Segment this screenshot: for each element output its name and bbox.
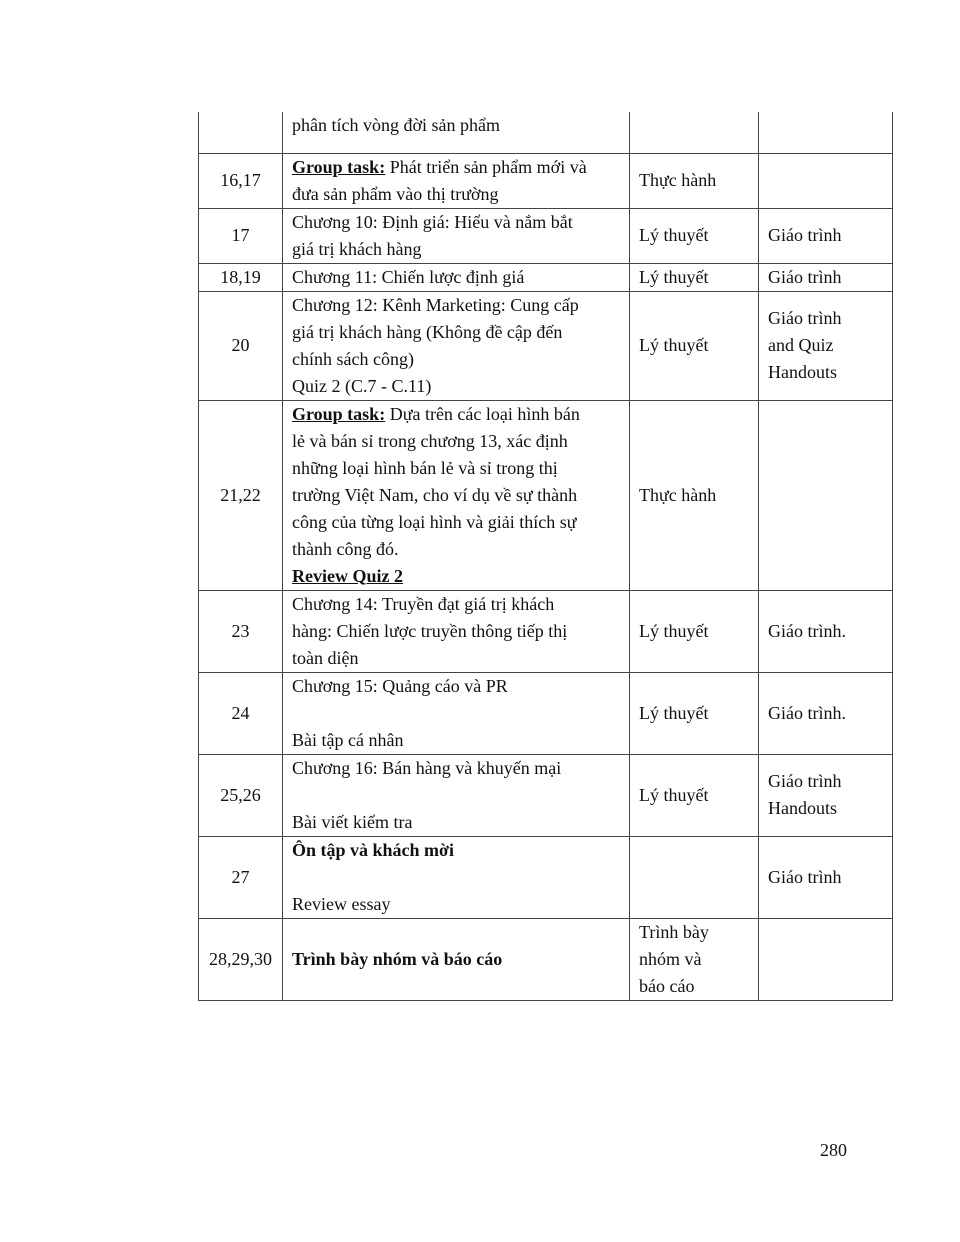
table-row	[199, 208, 893, 263]
content-cell	[283, 672, 630, 754]
table-row	[199, 672, 893, 754]
material-cell	[759, 754, 893, 836]
content-line: giá trị khách hàng (Không đề cập đến	[292, 321, 563, 342]
method-cell	[630, 836, 759, 918]
content-line: Review essay	[292, 893, 391, 914]
content-line: Chương 14: Truyền đạt giá trị khách	[292, 593, 555, 614]
week-cell: 28,29,30	[199, 918, 283, 1000]
material-cell	[759, 400, 893, 590]
week-cell: 16,17	[199, 153, 283, 208]
content-line: Chương 12: Kênh Marketing: Cung cấp	[292, 294, 579, 315]
content-line: Chương 15: Quảng cáo và PR	[292, 675, 508, 696]
content-cell	[283, 590, 630, 672]
content-line: Chương 16: Bán hàng và khuyến mại	[292, 757, 562, 778]
content-cell	[283, 754, 630, 836]
method-cell: Lý thuyết	[630, 291, 759, 400]
week-cell: 27	[199, 836, 283, 918]
content-line: phân tích vòng đời sản phẩm	[292, 115, 500, 135]
content-line: lẻ và bán sỉ trong chương 13, xác định	[292, 430, 568, 451]
content-cell	[283, 112, 630, 153]
content-cell	[283, 918, 630, 1000]
method-cell: Thực hành	[630, 153, 759, 208]
week-cell: 24	[199, 672, 283, 754]
content-line: những loại hình bán lẻ và sỉ trong thị	[292, 457, 558, 478]
week-cell: 21,22	[199, 400, 283, 590]
content-cell	[283, 291, 630, 400]
content-cell	[283, 263, 630, 291]
method-line: báo cáo	[639, 975, 695, 996]
method-cell: Lý thuyết	[630, 672, 759, 754]
material-cell	[759, 590, 893, 672]
method-cell: Lý thuyết	[630, 208, 759, 263]
content-line: trường Việt Nam, cho ví dụ về sự thành	[292, 484, 578, 505]
content-cell	[283, 208, 630, 263]
material-line: Handouts	[768, 362, 837, 382]
content-line: Chương 10: Định giá: Hiểu và nắm bắt	[292, 211, 573, 232]
table-row	[199, 263, 893, 291]
table-row	[199, 112, 893, 153]
content-line: Bài tập cá nhân	[292, 729, 404, 750]
content-line: thành công đó.	[292, 538, 399, 559]
group-task-label: Group task:	[292, 403, 386, 424]
page-number: 280	[820, 1140, 847, 1160]
material-cell	[759, 112, 893, 153]
table-row	[199, 836, 893, 918]
table-row	[199, 291, 893, 400]
week-cell: 18,19	[199, 263, 283, 291]
material-line: and Quiz	[768, 335, 834, 355]
content-line: Quiz 2 (C.7 - C.11)	[292, 375, 432, 396]
material-line: Giáo trình	[768, 771, 842, 791]
material-cell	[759, 836, 893, 918]
material-cell	[759, 291, 893, 400]
table-row	[199, 754, 893, 836]
material-cell	[759, 918, 893, 1000]
week-cell	[199, 112, 283, 153]
material-line: Giáo trình	[768, 266, 842, 287]
material-line: Giáo trình	[768, 308, 842, 328]
content-line: Phát triển sản phẩm mới và	[385, 156, 587, 177]
content-line: Chương 11: Chiến lược định giá	[292, 266, 525, 287]
content-line: chính sách công)	[292, 348, 414, 369]
week-cell: 25,26	[199, 754, 283, 836]
week-cell: 17	[199, 208, 283, 263]
material-line: Handouts	[768, 798, 837, 818]
schedule-table	[198, 112, 893, 1001]
section-title: Ôn tập và khách mời	[292, 839, 454, 860]
content-line: toàn diện	[292, 647, 359, 668]
material-line: Giáo trình.	[768, 702, 846, 723]
week-cell: 23	[199, 590, 283, 672]
material-cell	[759, 263, 893, 291]
material-cell	[759, 672, 893, 754]
method-cell	[630, 112, 759, 153]
material-line: Giáo trình	[768, 866, 842, 887]
table-row	[199, 400, 893, 590]
content-cell	[283, 400, 630, 590]
material-cell	[759, 208, 893, 263]
week-cell: 20	[199, 291, 283, 400]
content-line: đưa sản phẩm vào thị trường	[292, 183, 499, 204]
content-cell	[283, 836, 630, 918]
material-line: Giáo trình	[768, 225, 842, 245]
method-cell	[630, 918, 759, 1000]
method-cell: Lý thuyết	[630, 754, 759, 836]
content-line: công của từng loại hình và giải thích sự	[292, 511, 577, 532]
method-line: nhóm và	[639, 948, 702, 969]
method-line: Trình bày	[639, 921, 709, 942]
group-task-label: Group task:	[292, 156, 386, 177]
content-line: Bài viết kiểm tra	[292, 811, 413, 832]
method-cell: Lý thuyết	[630, 263, 759, 291]
material-cell	[759, 153, 893, 208]
content-line: giá trị khách hàng	[292, 238, 422, 259]
table-row	[199, 918, 893, 1000]
table-row	[199, 153, 893, 208]
table-row	[199, 590, 893, 672]
content-cell	[283, 153, 630, 208]
material-line: Giáo trình.	[768, 620, 846, 641]
content-line: hàng: Chiến lược truyền thông tiếp thị	[292, 620, 568, 641]
section-title: Trình bày nhóm và báo cáo	[292, 948, 503, 969]
method-cell: Thực hành	[630, 400, 759, 590]
method-cell: Lý thuyết	[630, 590, 759, 672]
content-line: Dựa trên các loại hình bán	[385, 403, 580, 424]
review-quiz-label: Review Quiz 2	[292, 565, 403, 586]
